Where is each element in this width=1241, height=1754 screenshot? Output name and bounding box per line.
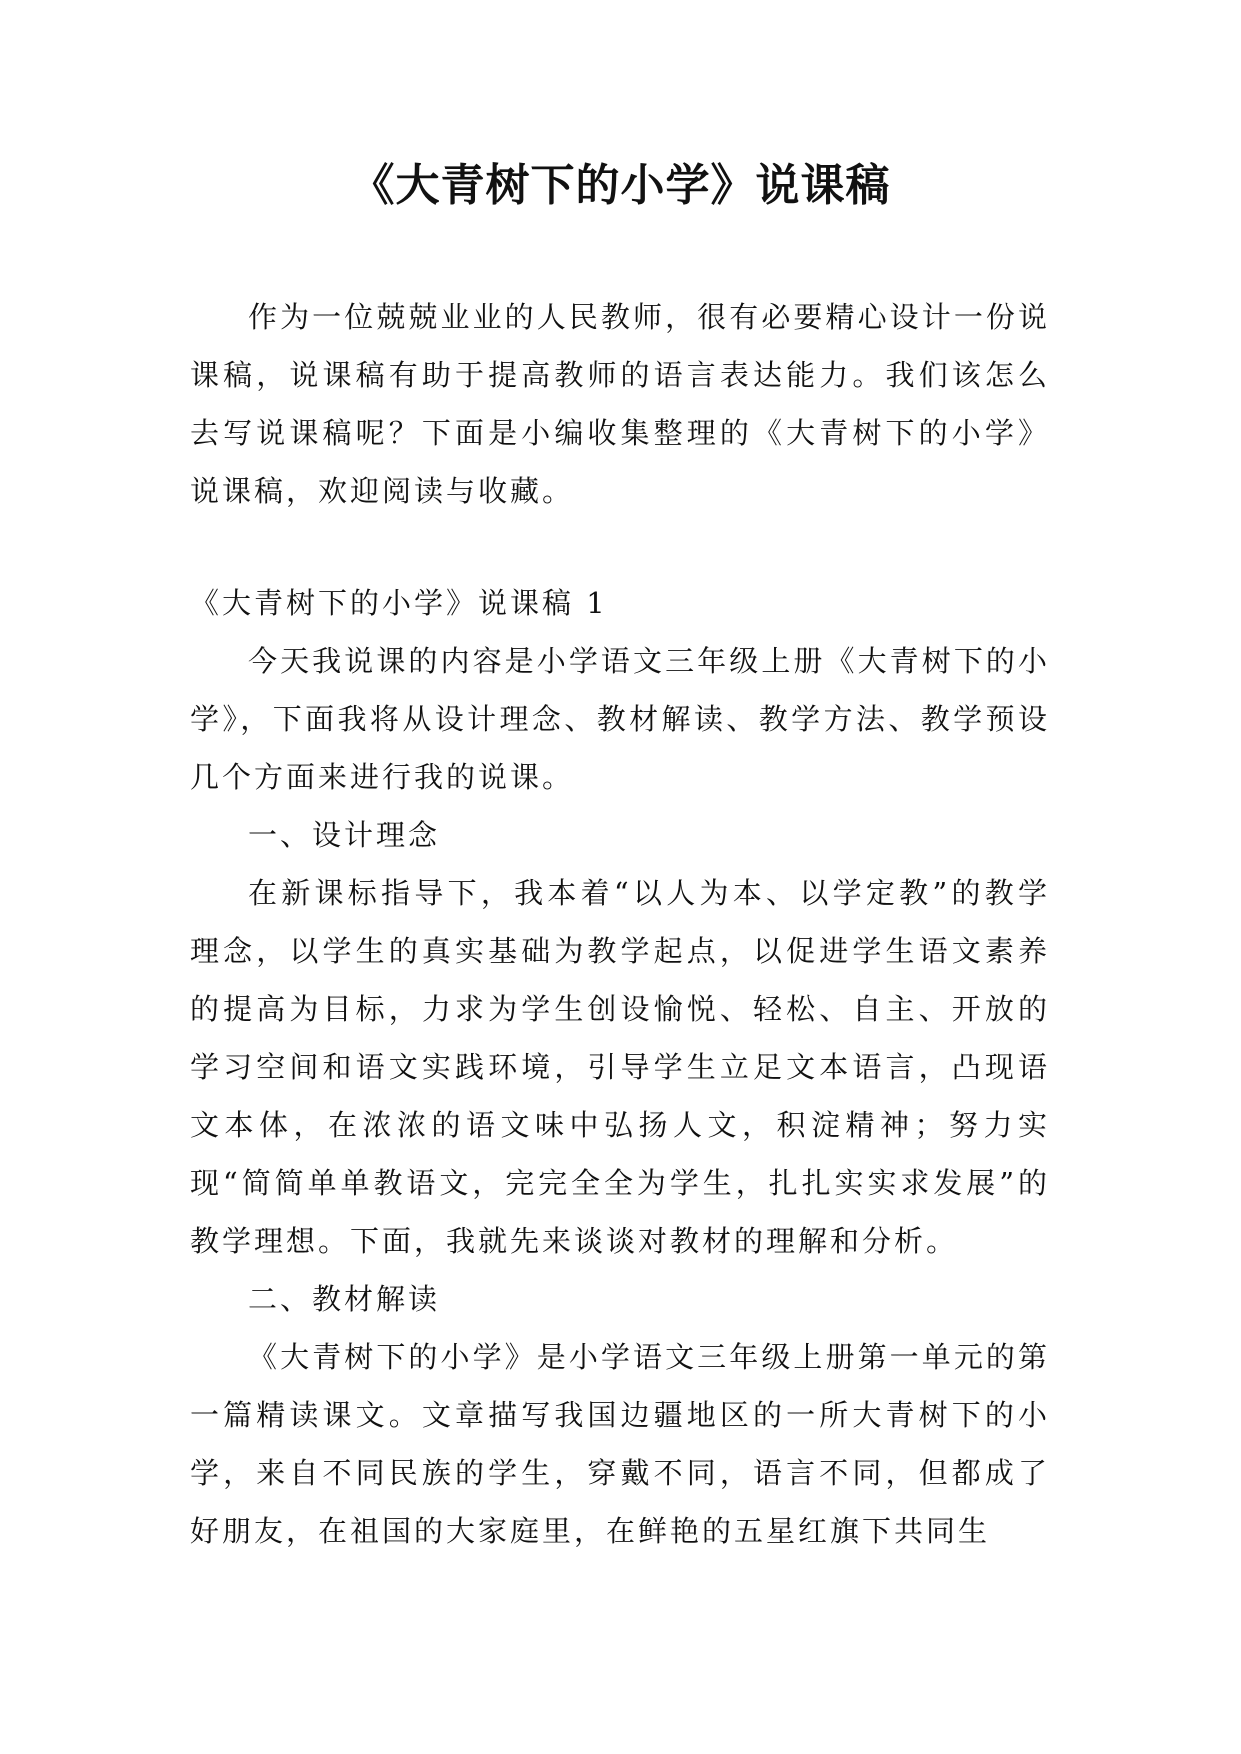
section-heading: 《大青树下的小学》说课稿 1 (190, 586, 608, 620)
paragraph-opening: 今天我说课的内容是小学语文三年级上册《大青树下的小学》，下面我将从设计理念、教材解读、教学方法、教学预设几个方面来进行我的说课。 (190, 644, 1050, 794)
intro-paragraph: 作为一位兢兢业业的人民教师，很有必要精心设计一份说课稿，说课稿有助于提高教师的语言表达能力。我们该怎么去写说课稿呢？下面是小编收集整理的《大青树下的小学》说课稿，欢迎阅读与收藏。 (190, 300, 1050, 508)
document-title: 《大青树下的小学》说课稿 (350, 160, 891, 211)
intro-block (190, 288, 1050, 520)
paragraph-textbook-analysis: 《大青树下的小学》是小学语文三年级上册第一单元的第一篇精读课文。文章描写我国边疆地区的一所大青树下的小学，来自不同民族的学生，穿戴不同，语言不同，但都成了好朋友，在祖国的大家庭里，在鲜艳的五星红旗下共同生 (190, 1340, 1050, 1548)
heading-textbook-analysis: 二、教材解读 (248, 1282, 441, 1316)
heading-design-concept: 一、设计理念 (248, 818, 441, 852)
paragraph-design-concept: 在新课标指导下，我本着“以人为本、以学定教”的教学理念，以学生的真实基础为教学起点，以促进学生语文素养的提高为目标，力求为学生创设愉悦、轻松、自主、开放的学习空间和语文实践环境，引导学生立足文本语言，凸现语文本体，在浓浓的语文味中弘扬人文，积淀精神；努力实现“简简单单教语文，完完全全为学生，扎扎实实求发展”的教学理想。下面，我就先来谈谈对教材的理解和分析。 (190, 876, 1050, 1258)
section-block (190, 574, 1050, 1560)
